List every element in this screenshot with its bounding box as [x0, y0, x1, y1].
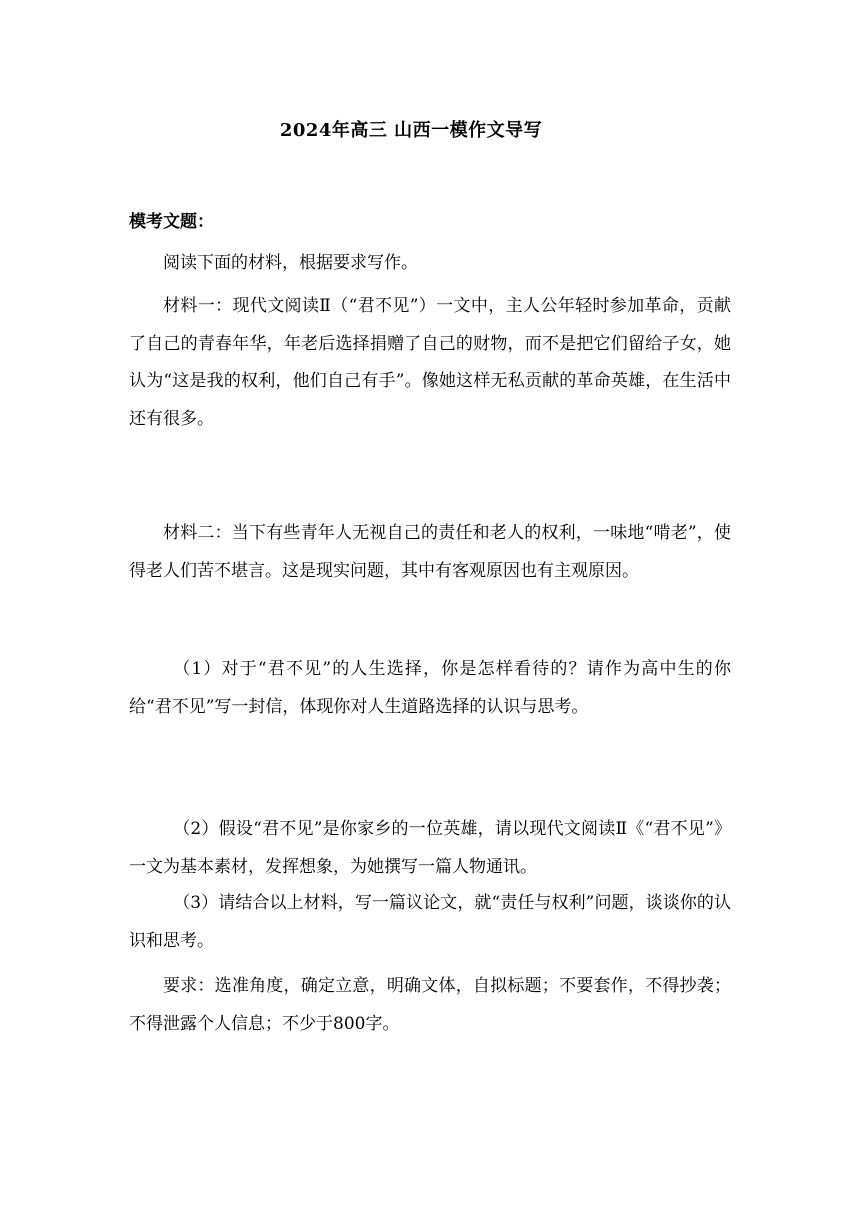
document-title: 2024年高三 山西一模作文导写	[279, 120, 543, 141]
prompt-one-paragraph: （1）对于“君不见”的人生选择，你是怎样看待的？请作为高中生的你给“君不见”写一封信，体现你对人生道路选择的认识与思考。	[129, 659, 731, 717]
requirements-paragraph: 要求：选准角度，确定立意，明确文体，自拟标题；不要套作，不得抄袭；不得泄露个人信息；不少于800字。	[129, 976, 731, 1034]
prompt-three-paragraph: （3）请结合以上材料，写一篇议论文，就“责任与权利”问题，谈谈你的认识和思考。	[129, 893, 731, 951]
material-two-paragraph: 材料二：当下有些青年人无视自己的责任和老人的权利，一味地“啃老”，使得老人们苦不堪言。这是现实问题，其中有客观原因也有主观原因。	[129, 523, 731, 581]
prompt-two-paragraph: （2）假设“君不见”是你家乡的一位英雄，请以现代文阅读Ⅱ《“君不见”》一文为基本素材，发挥想象，为她撰写一篇人物通讯。	[129, 819, 731, 877]
instruction-paragraph: 阅读下面的材料，根据要求写作。	[163, 253, 418, 273]
material-one-paragraph: 材料一：现代文阅读Ⅱ（“君不见”）一文中，主人公年轻时参加革命，贡献了自己的青春年华，年老后选择捐赠了自己的财物，而不是把它们留给子女，她认为“这是我的权利，他们自己有手”。像她这样无私贡献的革命英雄，在生活中还有很多。	[129, 296, 731, 429]
section-heading: 模考文题：	[129, 212, 214, 232]
